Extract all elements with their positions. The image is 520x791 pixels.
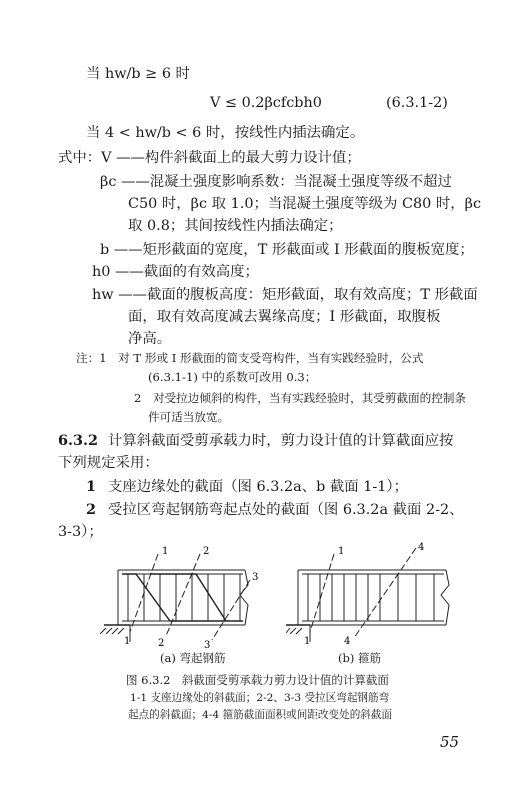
text-line: 面，取有效高度减去翼缘高度；I 形截面，取腹板 [128, 309, 441, 325]
section-label-1: 1 [162, 546, 169, 557]
text-line: 下列规定采用： [58, 455, 159, 471]
figure-caption: 图 6.3.2 斜截面受剪承载力剪力设计值的计算截面 [126, 673, 389, 687]
text-line: h0 ——截面的有效高度； [92, 264, 259, 280]
note-line: 件可适当放宽。 [148, 410, 230, 424]
section-label-1-lower: 1 [304, 636, 311, 647]
section-label-1-lower: 1 [124, 636, 131, 647]
text-line: 受拉区弯起钢筋弯起点处的截面（图 6.3.2a 截面 2-2、 [108, 502, 464, 518]
item-number: 2 [86, 501, 97, 518]
section-label-2-lower: 2 [158, 638, 165, 649]
text-line: hw ——截面的腹板高度：矩形截面，取有效高度；T 形截面 [92, 287, 478, 303]
text-line: b ——矩形截面的宽度，T 形截面或 I 形截面的腹板宽度； [100, 242, 474, 258]
text-line: βc ——混凝土强度影响系数：当混凝土强度等级不超过 [100, 174, 452, 190]
section-label-3: 3 [252, 572, 259, 583]
text-line: 3-3）； [58, 524, 103, 540]
equation-number: (6.3.1-2) [386, 95, 448, 111]
text-line: 当 hw/b ≥ 6 时 [86, 66, 190, 82]
section-label-4-lower: 4 [344, 636, 351, 647]
subfigure-label-a: (a) 弯起钢筋 [160, 651, 226, 665]
equation: V ≤ 0.2βcfcbh0 [210, 95, 322, 111]
page-number: 55 [440, 733, 460, 751]
item-number: 1 [86, 478, 97, 495]
note-line: (6.3.1-1) 中的系数可改用 0.3； [148, 370, 317, 384]
section-label-4: 4 [418, 542, 425, 553]
subfigure-label-b: (b) 箍筋 [338, 651, 381, 665]
section-label-1: 1 [338, 546, 345, 557]
text-line: 取 0.8；其间按线性内插法确定； [128, 218, 343, 234]
section-label-3-lower: 3 [204, 640, 211, 651]
text-line: C50 时，βc 取 1.0；当混凝土强度等级为 C80 时，βc [128, 196, 482, 212]
text-line: 式中：V ——构件斜截面上的最大剪力设计值； [58, 150, 361, 166]
section-label-2: 2 [203, 546, 210, 557]
note-line: 注：1 对 T 形或 I 形截面的简支受弯构件，当有实践经验时，公式 [76, 351, 424, 365]
figure-b-stirrups [286, 540, 466, 655]
note-line: 2 对受拉边倾斜的构件，当有实践经验时，其受剪截面的控制条 [134, 391, 467, 405]
text-line: 支座边缘处的截面（图 6.3.2a、b 截面 1-1）； [108, 479, 408, 495]
text-line: 计算斜截面受剪承载力时，剪力设计值的计算截面应按 [108, 433, 454, 449]
figure-caption-line: 1-1 支座边缘处的斜截面；2-2、3-3 受拉区弯起钢筋弯 [130, 692, 390, 704]
figure-caption-line: 起点的斜截面；4-4 箍筋截面面积或间距改变处的斜截面 [128, 709, 393, 721]
text-line: 净高。 [128, 331, 172, 347]
text-line: 当 4 < hw/b < 6 时，按线性内插法确定。 [86, 125, 365, 141]
section-number: 6.3.2 [58, 432, 99, 449]
